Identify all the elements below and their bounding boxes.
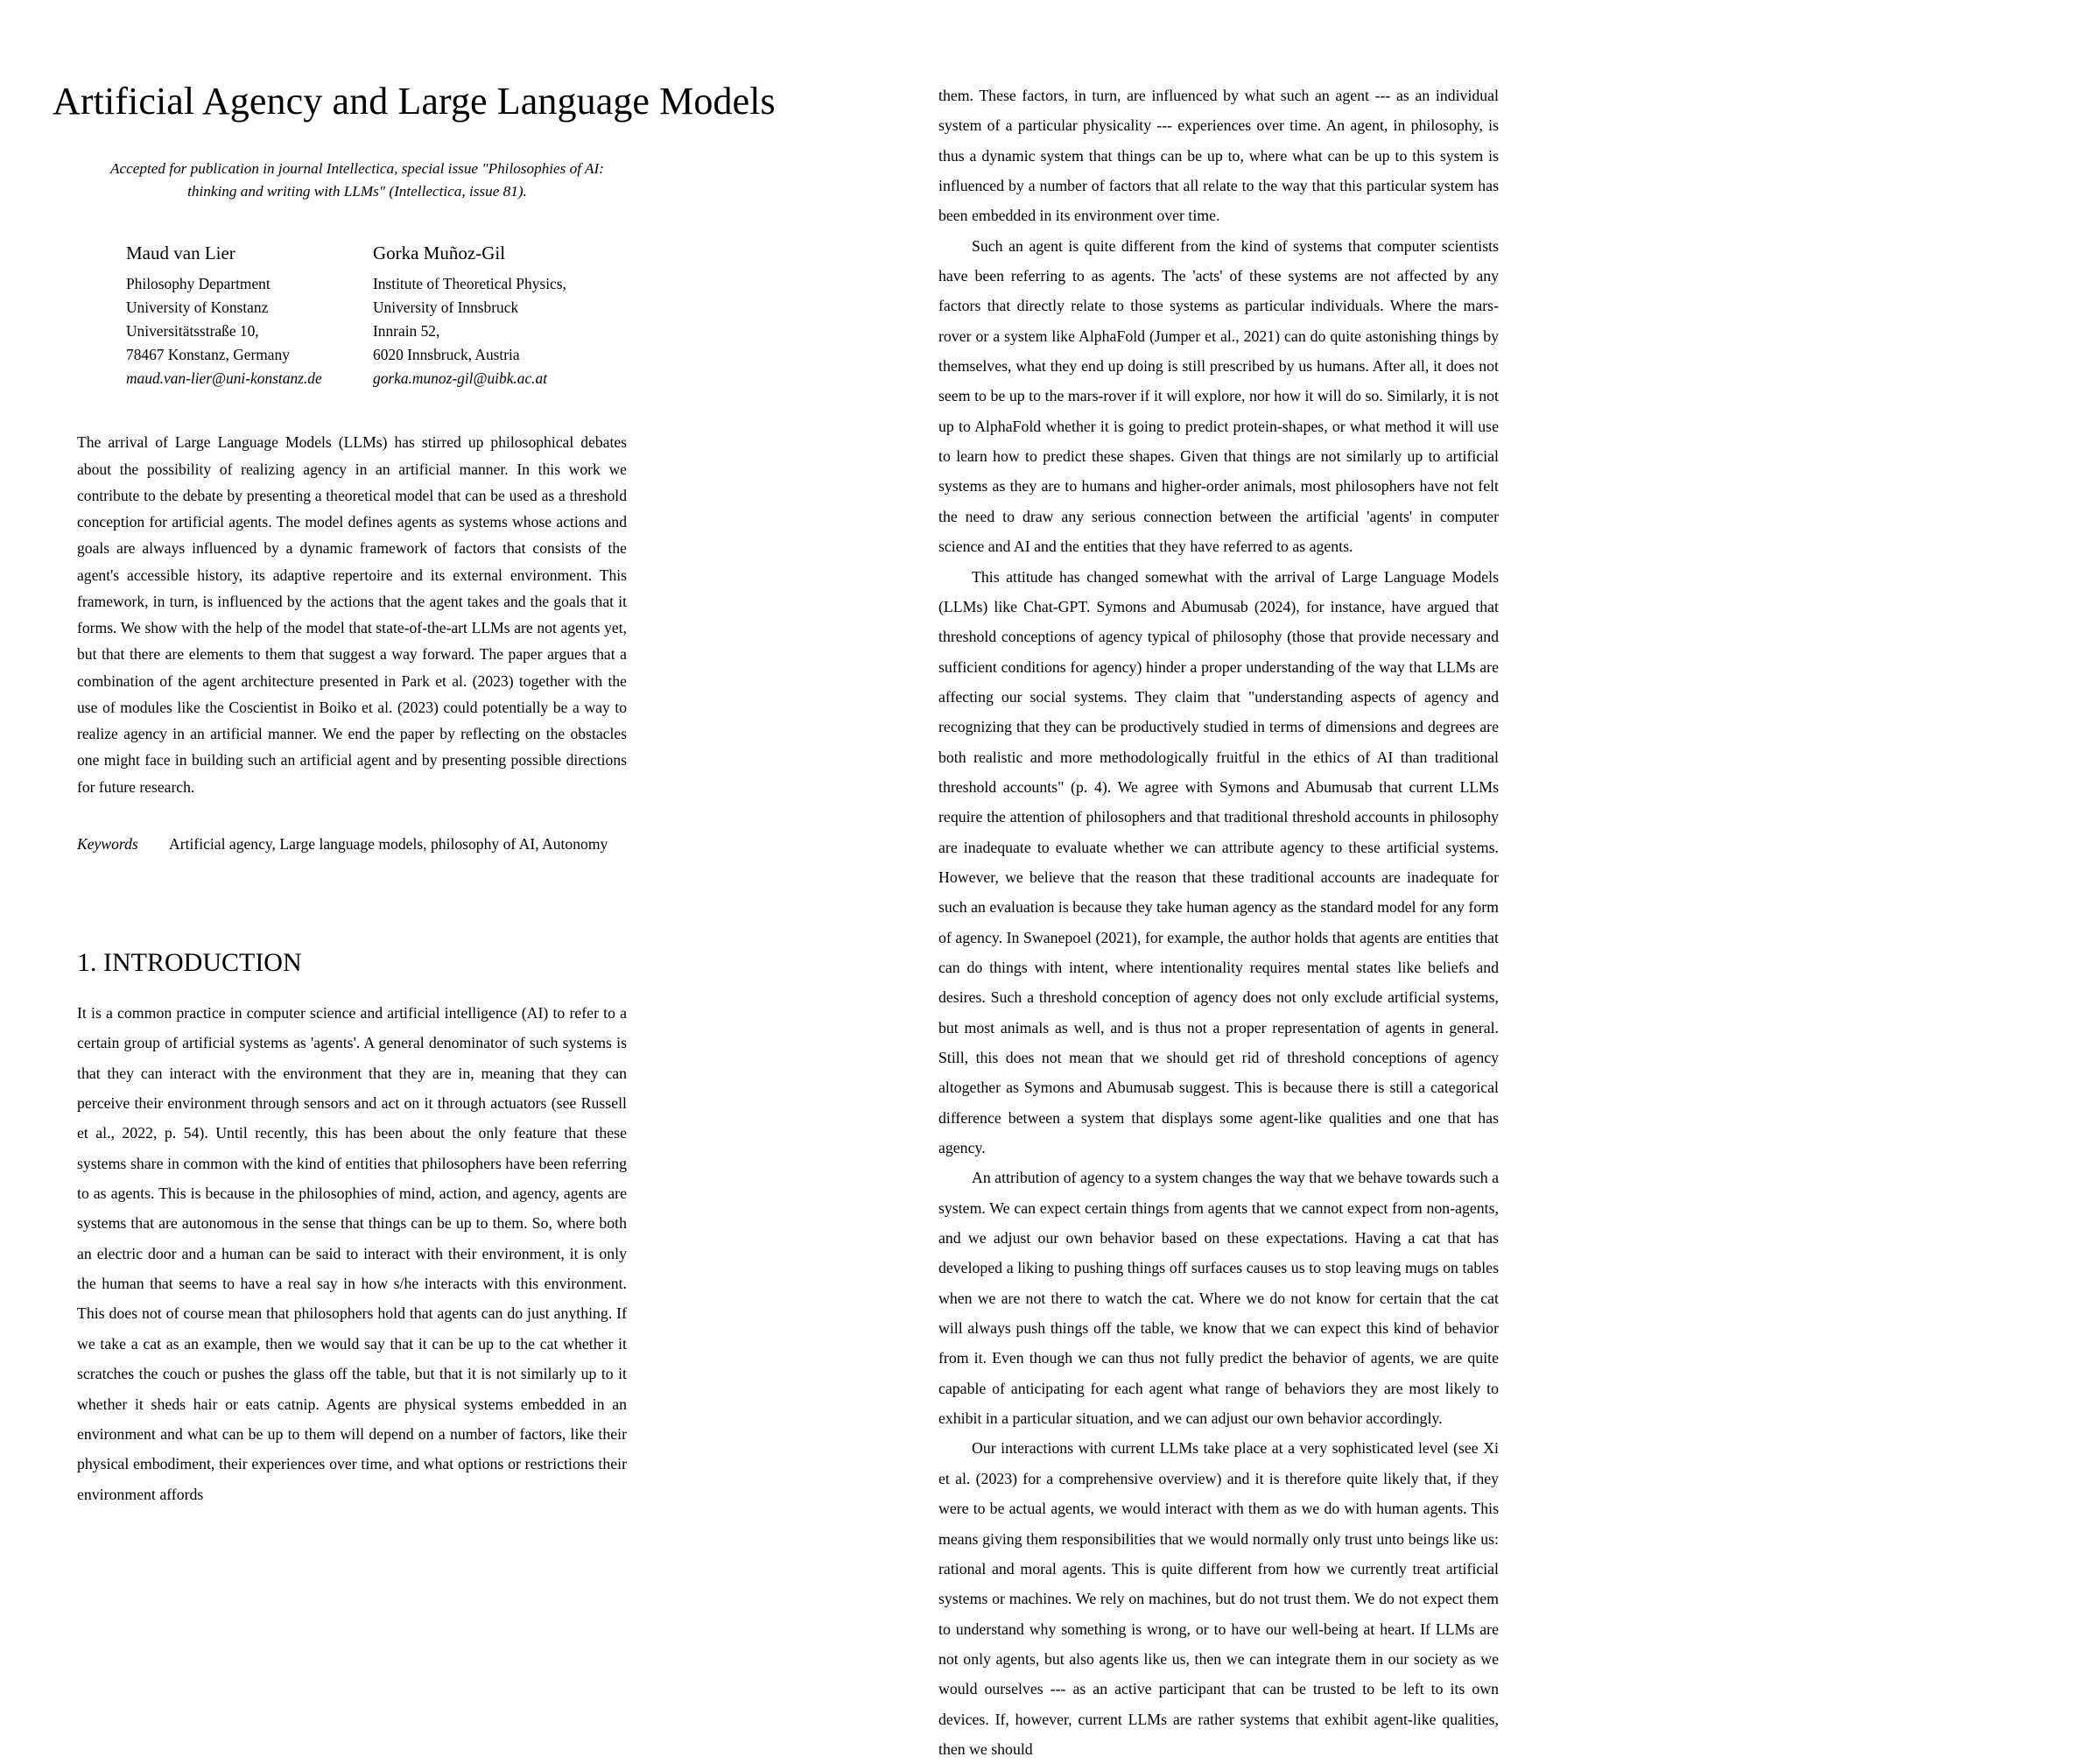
author-institution: University of Innsbruck — [373, 298, 519, 316]
author-street: Innrain 52, — [373, 321, 440, 340]
body-paragraph: This attitude has changed somewhat with the arrival of Large Language Models (LLMs) like Chat-GPT. Symons and Abumusab (2024), for instance, have argued that threshold conceptions of agency typical of philosophy (those that provide necessary and sufficient conditions for agency) hinder a proper understanding of the way that LLMs are affecting our social systems. They claim that "understanding aspects of agency and recognizing that they can be productively studied in terms of dimensions and degrees are both realistic and more methodologically fruitful in the ethics of AI than traditional threshold accounts" (p. 4). We agree with Symons and Abumusab that current LLMs require the attention of philosophers and that traditional threshold accounts in philosophy are inadequate to evaluate whether we can attribute agency to these artificial systems. However, we believe that the reason that these traditional accounts are inadequate for such an evaluation is because they take human agency as the standard model for any form of agency. In Swanepoel (2021), for example, the author holds that agents are entities that can do things with intent, where intentionality requires mental states like beliefs and desires. Such a threshold conception of agency does not only exclude artificial systems, but most animals as well, and is thus not a proper representation of agents in general. Still, this does not mean that we should get rid of threshold conceptions of agency altogether as Symons and Abumusab suggest. This is because there is still a categorical difference between a system that displays some agent-like qualities and one that has agency. — [938, 567, 1499, 1157]
body-paragraph: Such an agent is quite different from the kind of systems that computer scientists have been referring to as agents. The 'acts' of these systems are not affected by any factors that directly relate to those systems as particular individuals. Where the mars-rover or a system like AlphaFold (Jumper et al., 2021) can do quite astonishing things by themselves, what they end up doing is still prescribed by us humans. After all, it does not seem to be up to the mars-rover if it will explore, nor how it will do so. Similarly, it is not up to AlphaFold whether it is going to predict protein-shapes, or what method it will use to learn how to predict these shapes. Given that things are not similarly up to artificial systems as they are to humans and higher-order animals, most philosophers have not felt the need to draw any serious connection between the artificial 'agents' in computer science and AI and the entities that they have referred to as agents. — [938, 236, 1499, 556]
author-department: Philosophy Department — [126, 274, 271, 292]
author-street: Universitätsstraße 10, — [126, 321, 259, 340]
publication-note: Accepted for publication in journal Intellectica, special issue "Philosophies of AI: thinking and writing with LLMs" (Intellectica, issue 81). — [110, 159, 604, 200]
abstract-text: The arrival of Large Language Models (LLMs) has stirred up philosophical debates about the possibility of realizing agency in an artificial manner. In this work we contribute to the debate by presenting a theoretical model that can be used as a threshold conception for artificial agents. The model defines agents as systems whose actions and goals are always influenced by a dynamic framework of factors that consists of the agent's accessible history, its adaptive repertoire and its external environment. This framework, in turn, is influenced by the actions that the agent takes and the goals that it forms. We show with the help of the model that state-of-the-art LLMs are not agents yet, but that there are elements to them that suggest a way forward. The paper argues that a combination of the agent architecture presented in Park et al. (2023) together with the use of modules like the Coscientist in Boiko et al. (2023) could potentially be a way to realize agency in an artificial manner. We end the paper by reflecting on the obstacles one might face in building such an artificial agent and by presenting possible directions for future research. — [77, 433, 627, 796]
author-institution: University of Konstanz — [126, 298, 269, 316]
author-block-1 — [126, 240, 373, 391]
body-paragraph: them. These factors, in turn, are influenced by what such an agent --- as an individual system of a particular physicality --- experiences over time. An agent, in philosophy, is thus a dynamic system that things can be up to, where what can be up to this system is influenced by a number of factors that all relate to the way that this particular system has been embedded in its environment over time. — [938, 87, 1499, 225]
page-title: Artificial Agency and Large Language Models — [53, 80, 776, 123]
body-paragraph: Our interactions with current LLMs take place at a very sophisticated level (see Xi et al. (2023) for a comprehensive overview) and it is therefore quite likely that, if they were to be actual agents, we would interact with them as we do with human agents. This means giving them responsibilities that we would normally only trust unto beings like us: rational and moral agents. This is quite different from how we currently treat artificial systems or machines. We rely on machines, but do not trust them. We do not expect them to understand why something is wrong, or to have our well-being at heart. If LLMs are not only agents, but also agents like us, then we can integrate them in our society as we would ourselves --- as an active participant that can be trusted to be left to its own devices. If, however, current LLMs are rather systems that exhibit agent-like qualities, then we should — [938, 1439, 1499, 1758]
author-block-2 — [373, 240, 620, 391]
author-city: 78467 Konstanz, Germany — [126, 346, 290, 364]
section-heading-introduction: 1. INTRODUCTION — [77, 948, 302, 978]
author-city: 6020 Innsbruck, Austria — [373, 346, 520, 364]
body-paragraph: An attribution of agency to a system changes the way that we behave towards such a system. We can expect certain things from agents that we cannot expect from non-agents, and we adjust our own behavior based on these expectations. Having a cat that has developed a liking to pushing things off surfaces causes us to stop leaving mugs on tables when we are not there to watch the cat. Where we do not know for certain that the cat will always push things off the table, we know that we can expect this kind of behavior from it. Even though we can thus not fully predict the behavior of agents, we are quite capable of anticipating for each agent what range of behaviors they are most likely to exhibit in a particular situation, and we can adjust our own behavior accordingly. — [938, 1169, 1499, 1428]
author-name: Gorka Muñoz-Gil — [373, 242, 506, 264]
author-email[interactable]: gorka.munoz-gil@uibk.ac.at — [373, 369, 548, 388]
body-paragraph: It is a common practice in computer science and artificial intelligence (AI) to refer to a certain group of artificial systems as 'agents'. A general denominator of such systems is that they can interact with the environment that they are in, meaning that they can perceive their environment through sensors and act on it through actuators (see Russell et al., 2022, p. 54). Until recently, this has been about the only feature that these systems share in common with the kind of entities that philosophers have been referring to as agents. This is because in the philosophies of mind, action, and agency, agents are systems that are autonomous in the sense that things can be up to them. So, where both an electric door and a human can be said to interact with their environment, it is only the human that seems to have a real say in how s/he interacts with this environment. This does not of course mean that philosophers hold that agents can do just anything. If we take a cat as an example, then we would say that it can be up to the cat whether it scratches the couch or pushes the glass off the table, but that it is not similarly up to it whether it sheds hair or eats catnip. Agents are physical systems embedded in an environment and what can be up to them will depend on a number of factors, like their physical embodiment, their experiences over time, and what options or restrictions their environment affords — [77, 1004, 627, 1503]
author-email[interactable]: maud.van-lier@uni-konstanz.de — [126, 369, 322, 388]
author-list — [77, 203, 627, 391]
keywords — [77, 800, 627, 856]
left-column — [53, 0, 776, 1509]
author-name: Maud van Lier — [126, 242, 235, 264]
right-column — [938, 0, 1499, 1764]
keywords-value: Artificial agency, Large language models, philosophy of AI, Autonomy — [169, 834, 608, 853]
keywords-label: Keywords — [77, 834, 138, 853]
author-department: Institute of Theoretical Physics, — [373, 274, 566, 292]
